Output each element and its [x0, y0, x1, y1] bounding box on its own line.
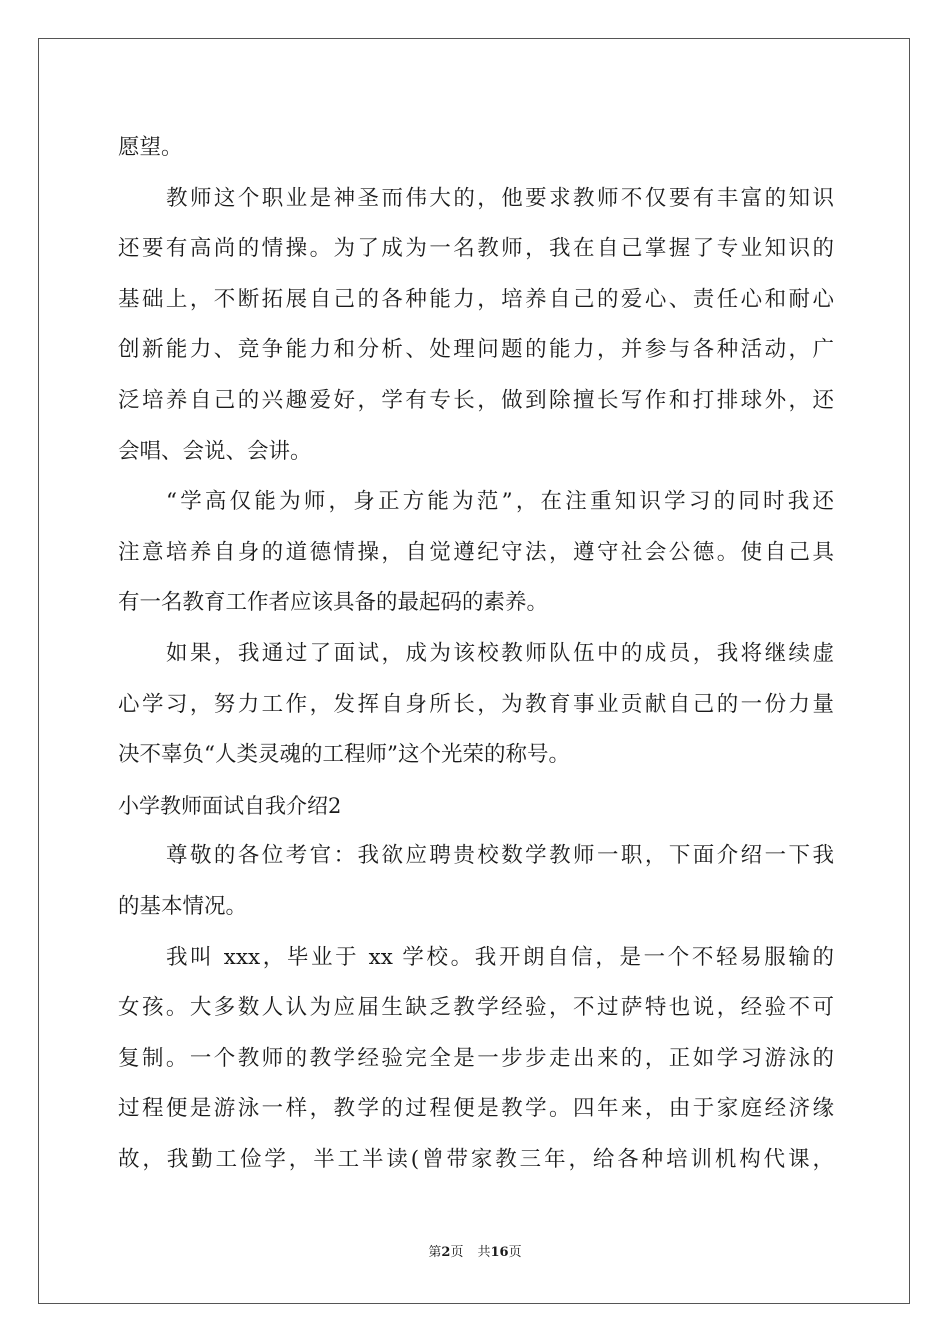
footer-current-page: 2 — [441, 1245, 451, 1260]
footer-total-pages: 16 — [490, 1245, 509, 1260]
text-line: 决不辜负“人类灵魂的工程师”这个光荣的称号。 — [118, 742, 570, 767]
section-heading: 小学教师面试自我介绍2 — [118, 794, 342, 818]
text-line: 的基本情况。 — [118, 894, 248, 919]
text-line: 创新能力、竞争能力和分析、处理问题的能力，并参与各种活动，广 — [118, 337, 834, 362]
text-line: 故，我勤工俭学，半工半读(曾带家教三年，给各种培训机构代课， — [118, 1147, 834, 1172]
text-line: 如果，我通过了面试，成为该校教师队伍中的成员，我将继续虚 — [166, 641, 834, 666]
footer-total-suffix: 页 — [508, 1245, 522, 1260]
text-line: 复制。一个教师的教学经验完全是一步步走出来的，正如学习游泳的 — [118, 1046, 834, 1071]
text-line: 愿望。 — [118, 135, 183, 160]
text-line: 尊敬的各位考官：我欲应聘贵校数学教师一职，下面介绍一下我 — [166, 843, 834, 868]
text-line: “学高仅能为师，身正方能为范”，在注重知识学习的同时我还 — [166, 489, 834, 514]
text-line: 注意培养自身的道德情操，自觉遵纪守法，遵守社会公德。使自己具 — [118, 540, 834, 565]
text-line: 女孩。大多数人认为应届生缺乏教学经验，不过萨特也说，经验不可 — [118, 995, 834, 1020]
footer-page-prefix: 第 — [428, 1245, 442, 1260]
text-line: 有一名教育工作者应该具备的最起码的素养。 — [118, 590, 549, 615]
text-line: 教师这个职业是神圣而伟大的，他要求教师不仅要有丰富的知识 — [166, 186, 834, 211]
text-line: 会唱、会说、会讲。 — [118, 439, 312, 464]
footer-total-prefix: 共 — [477, 1245, 491, 1260]
page-footer — [0, 1243, 950, 1263]
text-line: 还要有高尚的情操。为了成为一名教师，我在自己掌握了专业知识的 — [118, 236, 834, 261]
text-line: 基础上，不断拓展自己的各种能力，培养自己的爱心、责任心和耐心 — [118, 287, 834, 312]
text-line: 泛培养自己的兴趣爱好，学有专长，做到除擅长写作和打排球外，还 — [118, 388, 834, 413]
text-line: 我叫 xxx，毕业于 xx 学校。我开朗自信，是一个不轻易服输的 — [166, 945, 834, 970]
text-line: 心学习，努力工作，发挥自身所长，为教育事业贡献自己的一份力量 — [118, 692, 834, 717]
footer-page-suffix: 页 — [450, 1245, 464, 1260]
text-line: 过程便是游泳一样，教学的过程便是教学。四年来，由于家庭经济缘 — [118, 1096, 834, 1121]
